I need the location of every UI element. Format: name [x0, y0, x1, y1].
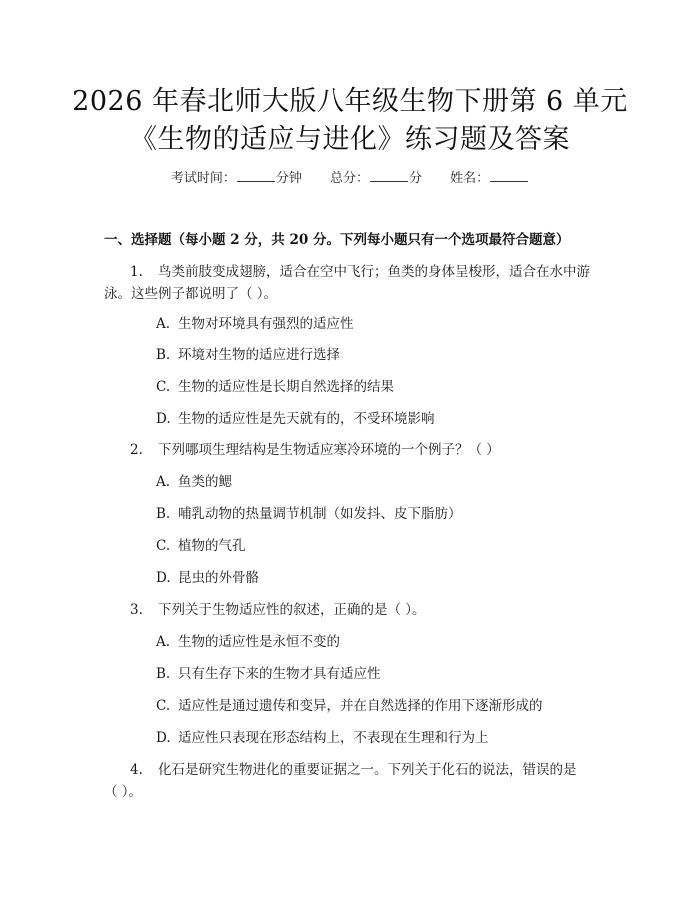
question-4-stem: 化石是研究生物进化的重要证据之一。下列关于化石的说法，错误的是 [158, 762, 577, 778]
question-1-option-d: D. 生物的适应性是先天就有的，不受环境影响 [156, 411, 435, 427]
question-3-option-c: C. 适应性是通过遗传和变异，并在自然选择的作用下逐渐形成的 [156, 698, 543, 714]
total-score-label: 总分： [329, 171, 369, 186]
question-1-line-1 [130, 262, 590, 282]
question-3-option-a: A. 生物的适应性是永恒不变的 [156, 634, 340, 650]
question-2-option-c: C. 植物的气孔 [156, 538, 246, 554]
question-4-line-1 [130, 760, 577, 780]
exam-time-label: 考试时间： [170, 171, 236, 186]
document-title-line-2: 《生物的适应与进化》练习题及答案 [130, 124, 570, 155]
question-3-option-b: B. 只有生存下来的生物才具有适应性 [156, 666, 381, 682]
question-1-option-a: A. 生物对环境具有强烈的适应性 [156, 316, 354, 332]
question-1-number: 1. [130, 264, 143, 280]
question-3-option-d: D. 适应性只表现在形态结构上，不表现在生理和行为上 [156, 730, 489, 746]
question-2-option-d: D. 昆虫的外骨骼 [156, 570, 259, 586]
student-name-label: 姓名： [450, 171, 490, 186]
section-heading-choice: 一、选择题（每小题 2 分，共 20 分。下列每小题只有一个选项最符合题意） [104, 232, 570, 248]
total-score-unit: 分 [409, 171, 423, 186]
question-1-stem: 鸟类前肢变成翅膀，适合在空中飞行；鱼类的身体呈梭形，适合在水中游 [158, 264, 590, 280]
document-title-line-1: 2026 年春北师大版八年级生物下册第 6 单元 [72, 86, 628, 117]
question-2-option-a: A. 鱼类的鳃 [156, 474, 232, 490]
question-3-stem: 下列关于生物适应性的叙述，正确的是（ ）。 [158, 602, 426, 618]
question-1-option-b: B. 环境对生物的适应进行选择 [156, 347, 340, 363]
question-1-option-c: C. 生物的适应性是长期自然选择的结果 [156, 379, 394, 395]
student-name [450, 168, 529, 189]
student-name-blank [490, 168, 528, 182]
exam-info [0, 168, 700, 189]
question-2-option-b: B. 哺乳动物的热量调节机制（如发抖、皮下脂肪） [156, 506, 462, 522]
total-score [330, 168, 422, 189]
question-3-line-1 [130, 600, 426, 620]
question-4-number: 4. [130, 762, 143, 778]
exam-time-blank [237, 168, 275, 182]
question-1-line-2: 泳。这些例子都说明了（ ）。 [104, 286, 278, 302]
exam-time-unit: 分钟 [275, 171, 302, 186]
question-4-line-2: （ ）。 [104, 784, 143, 800]
question-2-line-1 [130, 440, 500, 460]
question-3-number: 3. [130, 602, 143, 618]
exam-time [171, 168, 302, 189]
total-score-blank [370, 168, 408, 182]
question-2-stem: 下列哪项生理结构是生物适应寒冷环境的一个例子？（ ） [158, 442, 500, 458]
question-2-number: 2. [130, 442, 143, 458]
